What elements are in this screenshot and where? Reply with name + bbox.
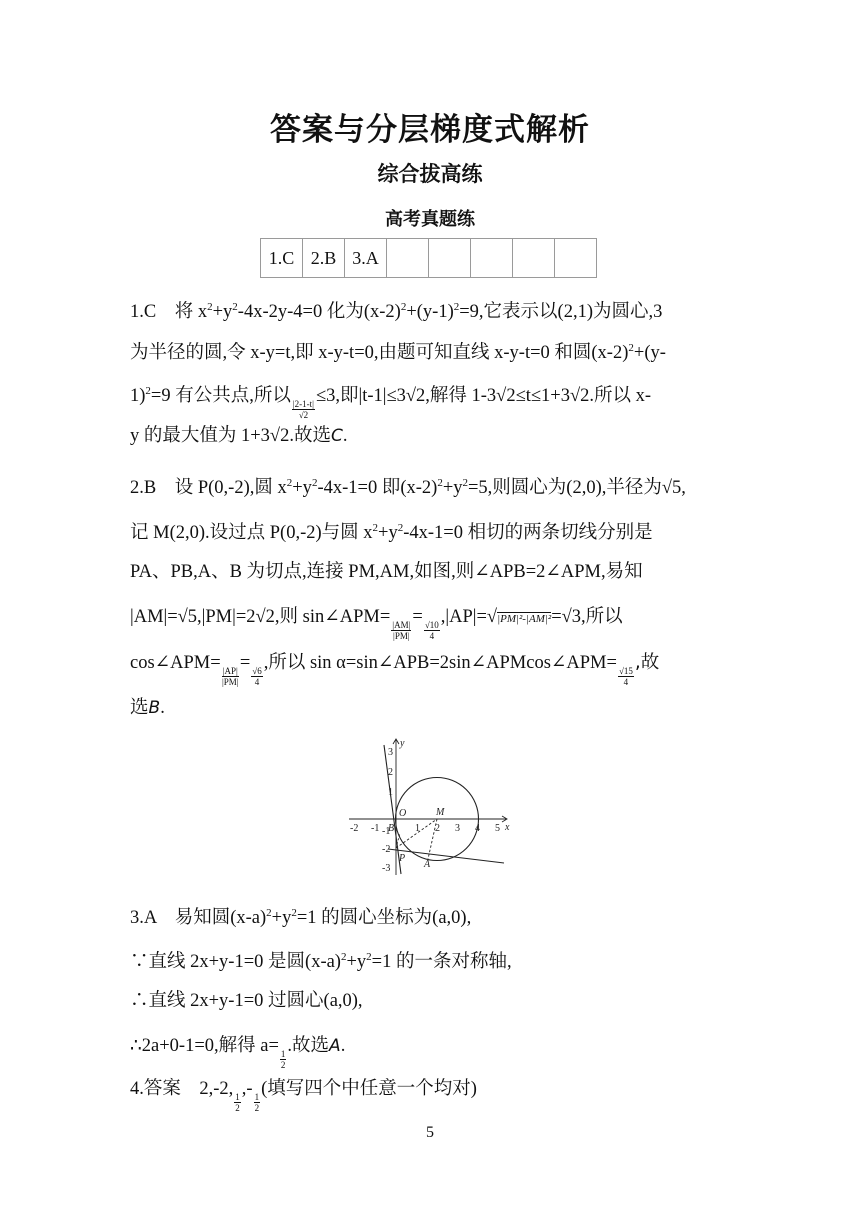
text: ∵直线 2x+y-1=0 是圆(x-a) bbox=[130, 952, 341, 972]
fraction bbox=[234, 1092, 241, 1113]
numerator: |2-1-t| bbox=[292, 399, 314, 409]
point-label-p: P bbox=[399, 853, 406, 864]
answer-cell bbox=[387, 239, 429, 278]
superscript: 2 bbox=[397, 522, 404, 534]
superscript: 2 bbox=[437, 477, 443, 489]
numerator: 1 bbox=[280, 1049, 286, 1059]
text: +y bbox=[292, 478, 312, 498]
text: 故选 bbox=[292, 1035, 330, 1056]
point-label-a: A bbox=[424, 859, 431, 870]
text: 4.答案 2,-2, bbox=[130, 1079, 234, 1099]
text: +y bbox=[378, 523, 398, 543]
circle-tangent-figure bbox=[344, 737, 514, 877]
fraction bbox=[222, 666, 239, 687]
superscript: 2 bbox=[372, 522, 379, 534]
text: +y bbox=[442, 478, 463, 498]
q3-line-2 bbox=[130, 946, 750, 973]
text: ,故 bbox=[634, 652, 660, 673]
q1-line-1 bbox=[130, 296, 750, 323]
text: -4x-1=0 即(x-2) bbox=[317, 478, 438, 498]
text: -4x-1=0 相切的两条切线分别是 bbox=[403, 523, 653, 543]
superscript: 2 bbox=[145, 385, 151, 397]
x-tick-label: 2 bbox=[435, 823, 440, 834]
answer-cell: 2.B bbox=[303, 239, 345, 278]
denominator: 4 bbox=[429, 631, 435, 641]
text: +y bbox=[212, 302, 233, 322]
denominator: 4 bbox=[623, 677, 629, 687]
superscript: 2 bbox=[453, 301, 460, 313]
answer-table bbox=[260, 238, 597, 278]
q3-line-4 bbox=[130, 1035, 750, 1070]
q2-line-5 bbox=[130, 652, 750, 687]
answer-cell: 3.A bbox=[345, 239, 387, 278]
q1-line-4 bbox=[130, 425, 750, 447]
text: =√3,所以 bbox=[551, 607, 623, 627]
x-tick-label: 4 bbox=[475, 823, 480, 834]
x-tick-label: 1 bbox=[415, 823, 420, 834]
fraction bbox=[254, 1092, 261, 1113]
answer-table-row bbox=[261, 239, 597, 278]
text: +(y-1) bbox=[406, 302, 454, 322]
text: =5,则圆心为(2,0),半径为√5, bbox=[468, 478, 686, 498]
fraction bbox=[251, 666, 262, 687]
superscript: 2 bbox=[400, 301, 407, 313]
text: . bbox=[342, 426, 348, 446]
denominator: |PM| bbox=[221, 677, 239, 687]
text: = bbox=[412, 607, 423, 627]
superscript: 2 bbox=[462, 477, 468, 489]
y-tick-label: 1 bbox=[388, 787, 393, 798]
page-subtitle: 综合拔高练 bbox=[377, 162, 483, 186]
superscript: 2 bbox=[366, 951, 372, 963]
point-label-m: M bbox=[436, 807, 445, 818]
answer-cell bbox=[471, 239, 513, 278]
text: =9 有公共点,所以 bbox=[150, 386, 291, 406]
x-tick-label: 3 bbox=[455, 823, 460, 834]
fraction bbox=[391, 620, 411, 641]
text: cos∠APM= bbox=[130, 653, 221, 673]
q2-line-3: PA、PB,A、B 为切点,连接 PM,AM,如图,则∠APB=2∠APM,易知 bbox=[130, 562, 643, 582]
y-axis-label: y bbox=[400, 738, 405, 749]
numerator: 1 bbox=[235, 1092, 240, 1102]
text: =1 的一条对称轴, bbox=[371, 952, 512, 972]
point-label-o: O bbox=[399, 808, 407, 819]
page-title: 答案与分层梯度式解析 bbox=[270, 112, 590, 148]
superscript: 2 bbox=[286, 477, 293, 489]
superscript: 2 bbox=[232, 301, 238, 313]
superscript: 2 bbox=[207, 301, 213, 313]
y-tick-label: -1 bbox=[382, 826, 391, 837]
superscript: 2 bbox=[340, 951, 347, 963]
text: =9,它表示以(2,1)为圆心,3 bbox=[459, 302, 663, 322]
q2-line-2 bbox=[130, 517, 750, 544]
q2-line-6 bbox=[130, 697, 750, 719]
text: ∴2a+0-1=0,解得 a= bbox=[130, 1036, 279, 1056]
fraction bbox=[424, 620, 440, 641]
y-tick-label: 2 bbox=[388, 767, 393, 778]
x-tick-label: 5 bbox=[495, 823, 500, 834]
text: ,所以 sin α=sin∠APB=2sin∠APMcos∠APM= bbox=[263, 653, 617, 673]
fraction bbox=[292, 399, 315, 420]
text: 3.A 易知圆(x-a) bbox=[130, 908, 267, 928]
text: . bbox=[340, 1036, 346, 1056]
text: y 的最大值为 1+3√2. bbox=[130, 426, 294, 446]
answer-cell bbox=[513, 239, 555, 278]
text: . bbox=[287, 1036, 293, 1056]
numerator: √10 bbox=[424, 620, 439, 630]
q3-line-1 bbox=[130, 902, 750, 929]
text: +(y- bbox=[633, 343, 666, 363]
y-tick-label: -2 bbox=[382, 844, 391, 855]
numerator: 1 bbox=[254, 1092, 260, 1102]
text: +y bbox=[346, 952, 367, 972]
fraction bbox=[280, 1049, 287, 1070]
superscript: 2 bbox=[266, 907, 272, 919]
text: = bbox=[239, 653, 251, 673]
text: 为半径的圆,令 x-y=t,即 x-y-t=0,由题可知直线 x-y-t=0 和圆(x-2) bbox=[130, 343, 629, 363]
denominator: |PM| bbox=[393, 631, 410, 641]
q2-line-4 bbox=[130, 606, 750, 641]
answer-cell bbox=[555, 239, 597, 278]
text: A bbox=[329, 1036, 341, 1056]
text: 选 bbox=[130, 697, 149, 718]
text: C bbox=[330, 426, 343, 446]
answer-cell: 1.C bbox=[261, 239, 303, 278]
q1-line-2 bbox=[130, 337, 750, 364]
tangent-line-pa bbox=[388, 849, 504, 863]
x-tick-label: -1 bbox=[371, 823, 380, 834]
numerator: |AP| bbox=[222, 666, 238, 676]
numerator: √15 bbox=[618, 666, 633, 676]
x-axis-label: x bbox=[505, 822, 510, 833]
text: |AM|=√5,|PM|=2√2,则 sin∠APM= bbox=[130, 607, 391, 627]
answer-cell bbox=[429, 239, 471, 278]
superscript: 2 bbox=[628, 342, 634, 354]
text: -4x-2y-4=0 化为(x-2) bbox=[237, 302, 401, 322]
numerator: |AM| bbox=[392, 620, 411, 630]
text: ≤3,即|t-1|≤3√2,解得 1-3√2≤t≤1+3√2.所以 x- bbox=[315, 386, 652, 406]
text: 1.C 将 x bbox=[130, 302, 208, 322]
numerator: √6 bbox=[252, 666, 262, 676]
x-tick-label: -2 bbox=[350, 823, 359, 834]
q2-line-1 bbox=[130, 472, 750, 499]
text: =1 的圆心坐标为(a,0), bbox=[296, 908, 472, 928]
denominator: √2 bbox=[298, 410, 309, 420]
text: (填写四个中任意一个均对) bbox=[261, 1079, 477, 1099]
y-tick-label: 3 bbox=[388, 747, 393, 758]
text: 1) bbox=[130, 386, 146, 406]
text: +y bbox=[271, 908, 292, 928]
text: ,|AP|=√ bbox=[440, 607, 498, 627]
text: B bbox=[148, 698, 161, 718]
point-label-b: B bbox=[388, 823, 395, 834]
q3-line-3: ∴直线 2x+y-1=0 过圆心(a,0), bbox=[130, 991, 363, 1011]
denominator: 4 bbox=[254, 677, 260, 687]
text: 2.B 设 P(0,-2),圆 x bbox=[130, 478, 287, 498]
fraction bbox=[618, 666, 634, 687]
denominator: 2 bbox=[254, 1103, 260, 1113]
text: 故选 bbox=[293, 425, 331, 446]
superscript: 2 bbox=[291, 907, 297, 919]
q1-line-3 bbox=[130, 380, 750, 420]
y-tick-label: -3 bbox=[382, 863, 391, 874]
page-number: 5 bbox=[426, 1124, 434, 1141]
denominator: 2 bbox=[280, 1060, 286, 1070]
superscript: 2 bbox=[311, 477, 318, 489]
text: ,- bbox=[241, 1079, 253, 1099]
text: . bbox=[160, 698, 165, 718]
denominator: 2 bbox=[235, 1103, 240, 1113]
text: 记 M(2,0).设过点 P(0,-2)与圆 x bbox=[130, 523, 373, 543]
q4-line-1 bbox=[130, 1078, 750, 1113]
section-heading: 高考真题练 bbox=[385, 209, 475, 230]
radicand: |PM|²-|AM|² bbox=[497, 613, 552, 625]
